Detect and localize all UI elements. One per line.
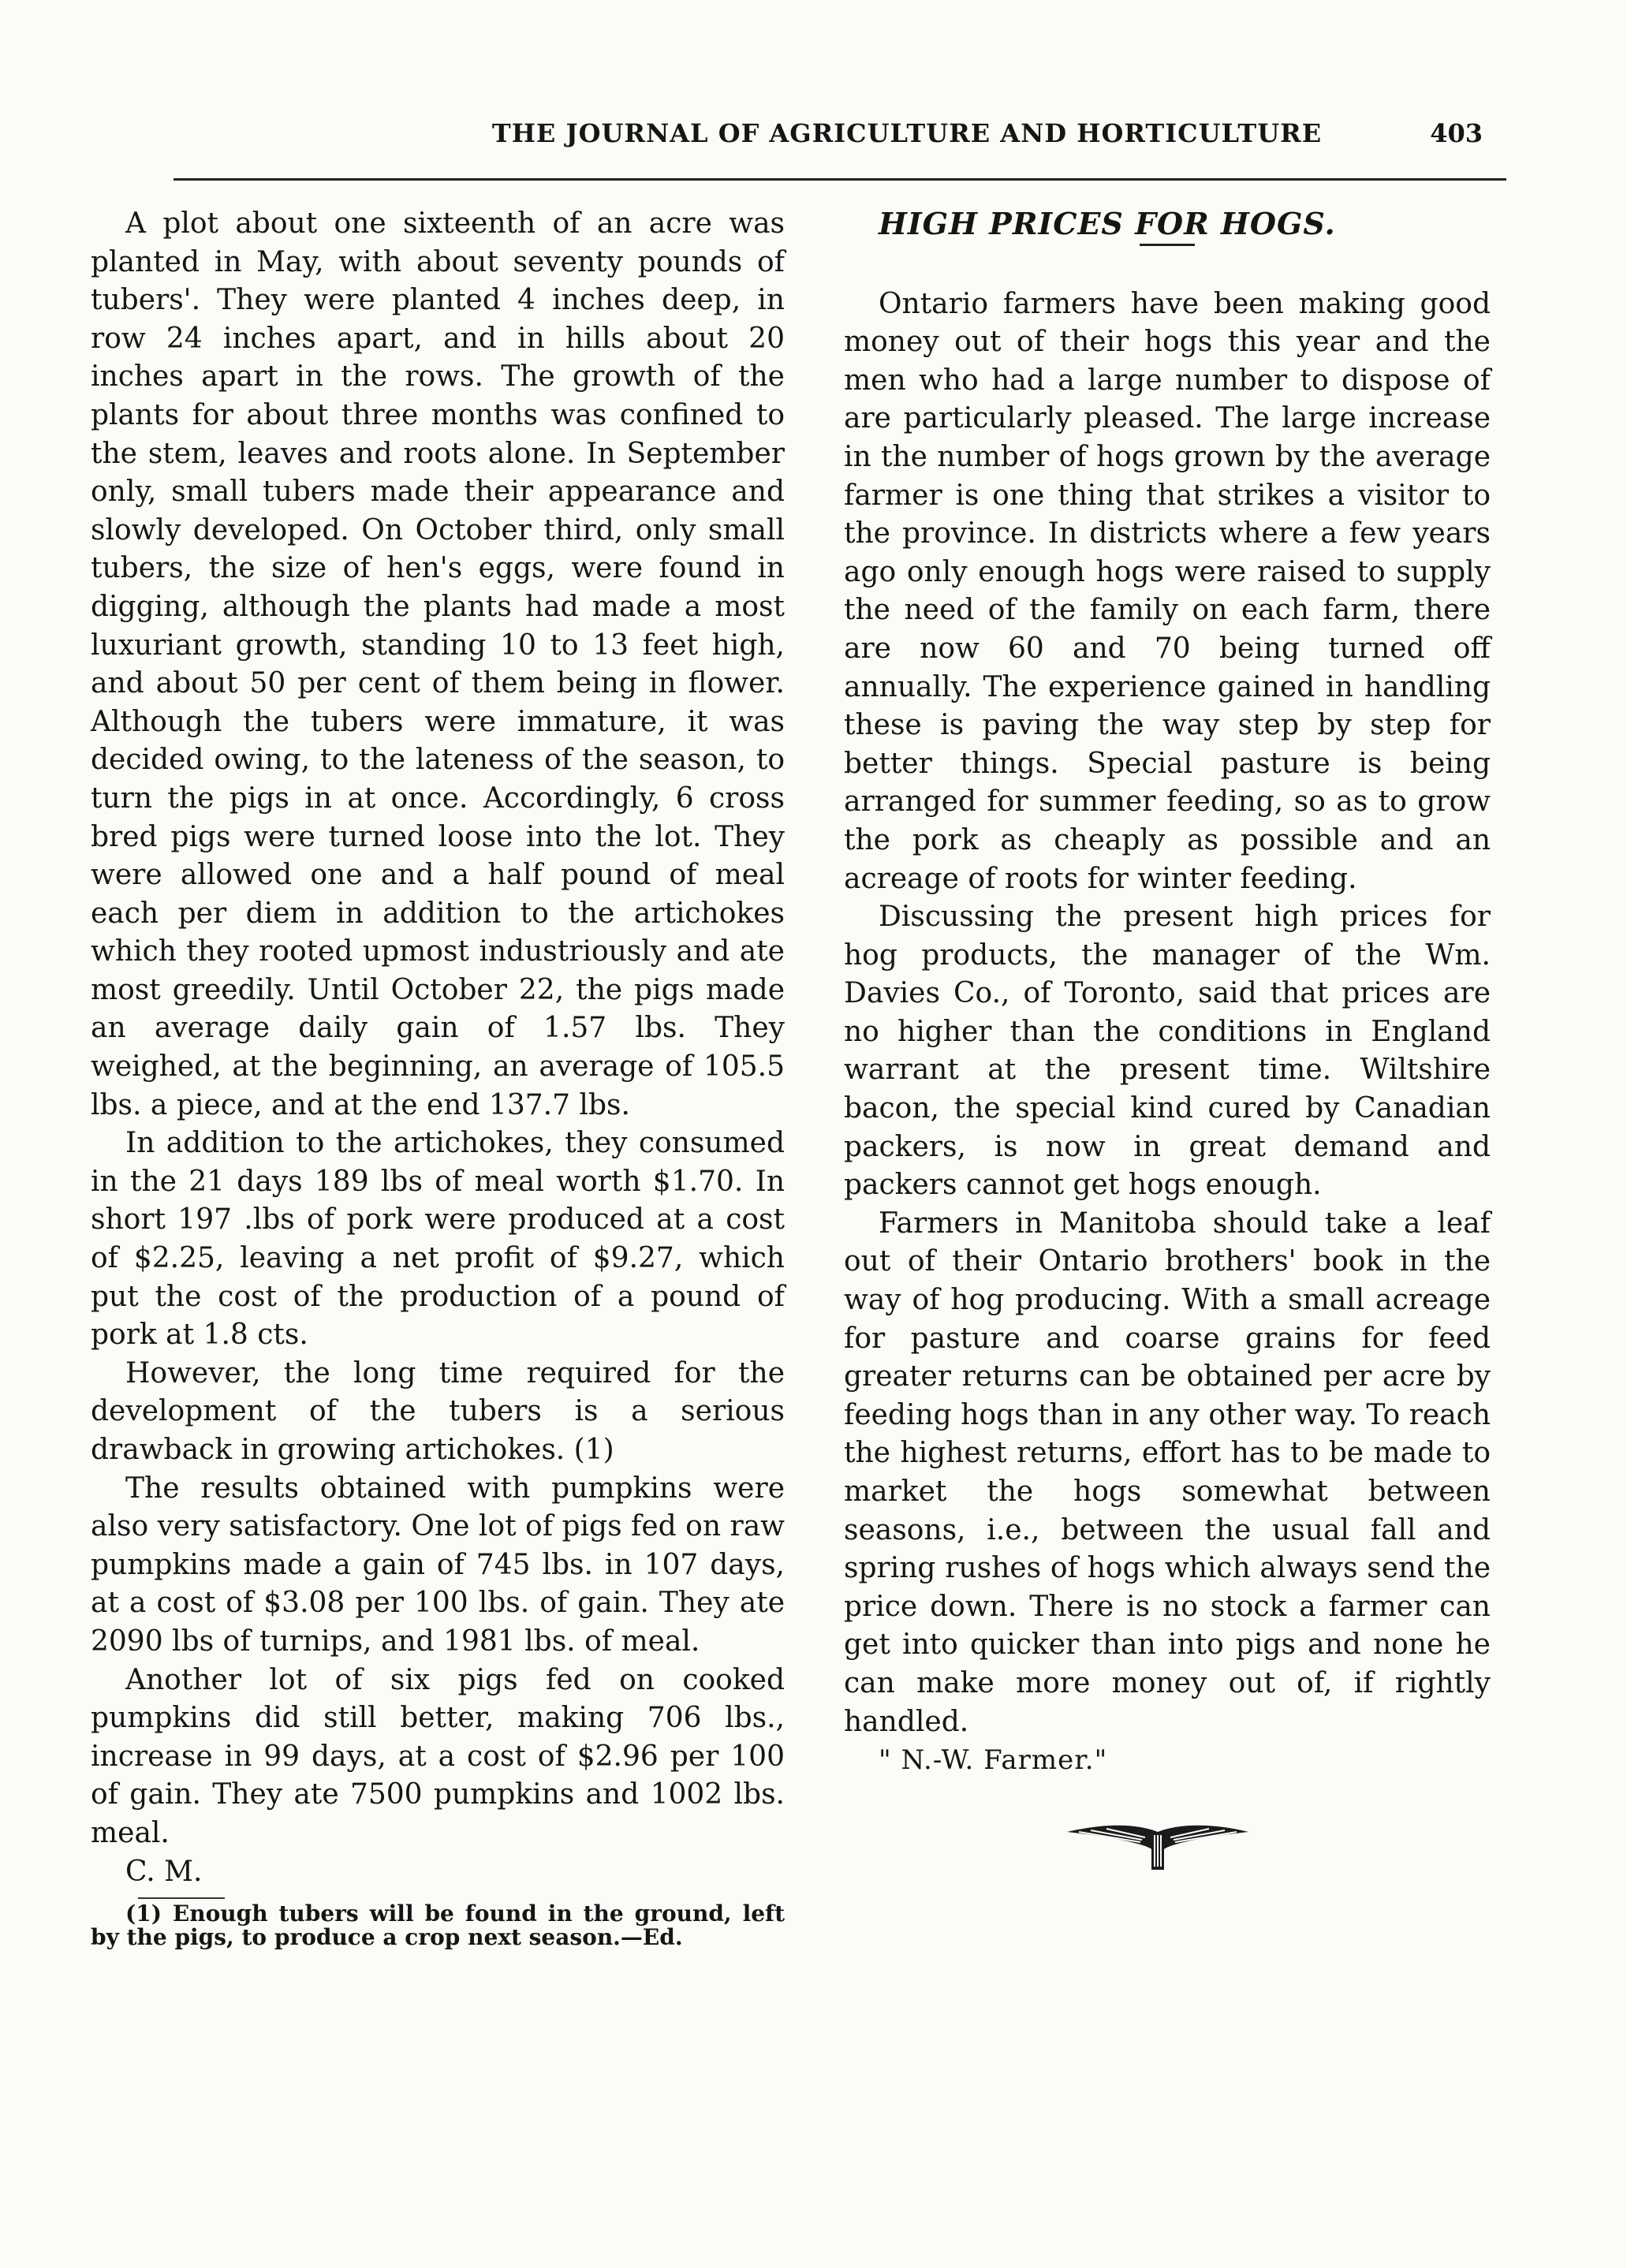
article-title: HIGH PRICES FOR HOGS. [879,206,1336,241]
right-column [844,205,1491,1883]
running-title: THE JOURNAL OF AGRICULTURE AND HORTICULTURE [491,118,1323,148]
footnote: (1) Enough tubers will be found in the ground, left by the pigs, to produce a crop next season.—Ed. [91,1901,785,1951]
paragraph: However, the long time required for the development of the tubers is a serious drawback in growing artichokes. (1) [91,1356,785,1466]
paragraph: Another lot of six pigs fed on cooked pumpkins did still better, making 706 lbs., increase in 99 days, at a cost of $2.96 per 100 of gain. They ate 7500 pumpkins and 1002 lbs. meal. [91,1663,785,1849]
paragraph: A plot about one sixteenth of an acre was planted in May, with about seventy pounds of tubers'. They were planted 4 inches deep, in row 24 inches apart, and in hills about 20 inches apart in the rows. The growth of the plants for about three months was confined to the stem, leaves and roots alone. In September only, small tubers made their appearance and slowly developed. On October third, only small tubers, the size of hen's eggs, were found in digging, although the plants had made a most luxuriant growth, standing 10 to 13 feet high, and about 50 per cent of them being in flower. Although the tubers were immature, it was decided owing, to the lateness of the season, to turn the pigs in at once. Accordingly, 6 cross bred pigs were turned loose into the lot. They were allowed one and a half pound of meal each per diem in addition to the artichokes which they rooted upmost industriously and ate most greedily. Until October 22, the pigs made an average daily gain of 1.57 lbs. They weighed, at the beginning, an average of 105.5 lbs. a piece, and at the end 137.7 lbs. [91,207,785,1121]
paragraph: In addition to the artichokes, they consumed in the 21 days 189 lbs of meal worth $1.70. In short 197 .lbs of pork were produced at a cost of $2.25, leaving a net profit of $9.27, which put the cost of the production of a pound of pork at 1.8 cts. [91,1127,785,1352]
left-column [91,205,785,1949]
header-rule [174,178,1506,181]
paragraph: Farmers in Manitoba should take a leaf out of their Ontario brothers' book in the way of hog producing. With a small acreage for pasture and coarse grains for feed greater returns can be obtained per acre by feeding hogs than in any other way. To reach the highest returns, effort has to be made to market the hogs somewhat between seasons, i.e., between the usual fall and spring rushes of hogs which always send the price down. There is no stock a farmer can get into quicker than into pigs and none he can make more money out of, if rightly handled. [844,1207,1491,1738]
footnote-rule [138,1897,225,1899]
paragraph: The results obtained with pumpkins were also very satisfactory. One lot of pigs fed on raw pumpkins made a gain of 745 lbs. in 107 days, at a cost of $3.08 per 100 lbs. of gain. They ate 2090 lbs of turnips, and 1981 lbs. of meal. [91,1472,785,1658]
author-signature: C. M. [125,1855,203,1888]
paragraph: Ontario farmers have been making good money out of their hogs this year and the men who had a large number to dispose of are particularly pleased. The large increase in the number of hogs grown by the average farmer is one thing that strikes a visitor to the province. In districts where a few years ago only enough hogs were raised to supply the need of the family on each farm, there are now 60 and 70 being turned off annually. The experience gained in handling these is paving the way step by step for better things. Special pasture is being arranged for summer feeding, so as to grow the pork as cheaply as possible and an acreage of roots for winter feeding. [844,287,1491,895]
title-rule [1140,244,1195,246]
paragraph: Discussing the present high prices for hog products, the manager of the Wm. Davies Co., of Toronto, said that prices are no higher than the conditions in England warrant at the present time. Wiltshire bacon, the special kind cured by Canadian packers, is now in great demand and packers cannot get hogs enough. [844,901,1491,1202]
page-header [197,118,1506,150]
page-number: 403 [1430,118,1483,148]
source-signature: " N.-W. Farmer." [879,1744,1108,1777]
winged-ornament-icon [1063,1818,1252,1873]
